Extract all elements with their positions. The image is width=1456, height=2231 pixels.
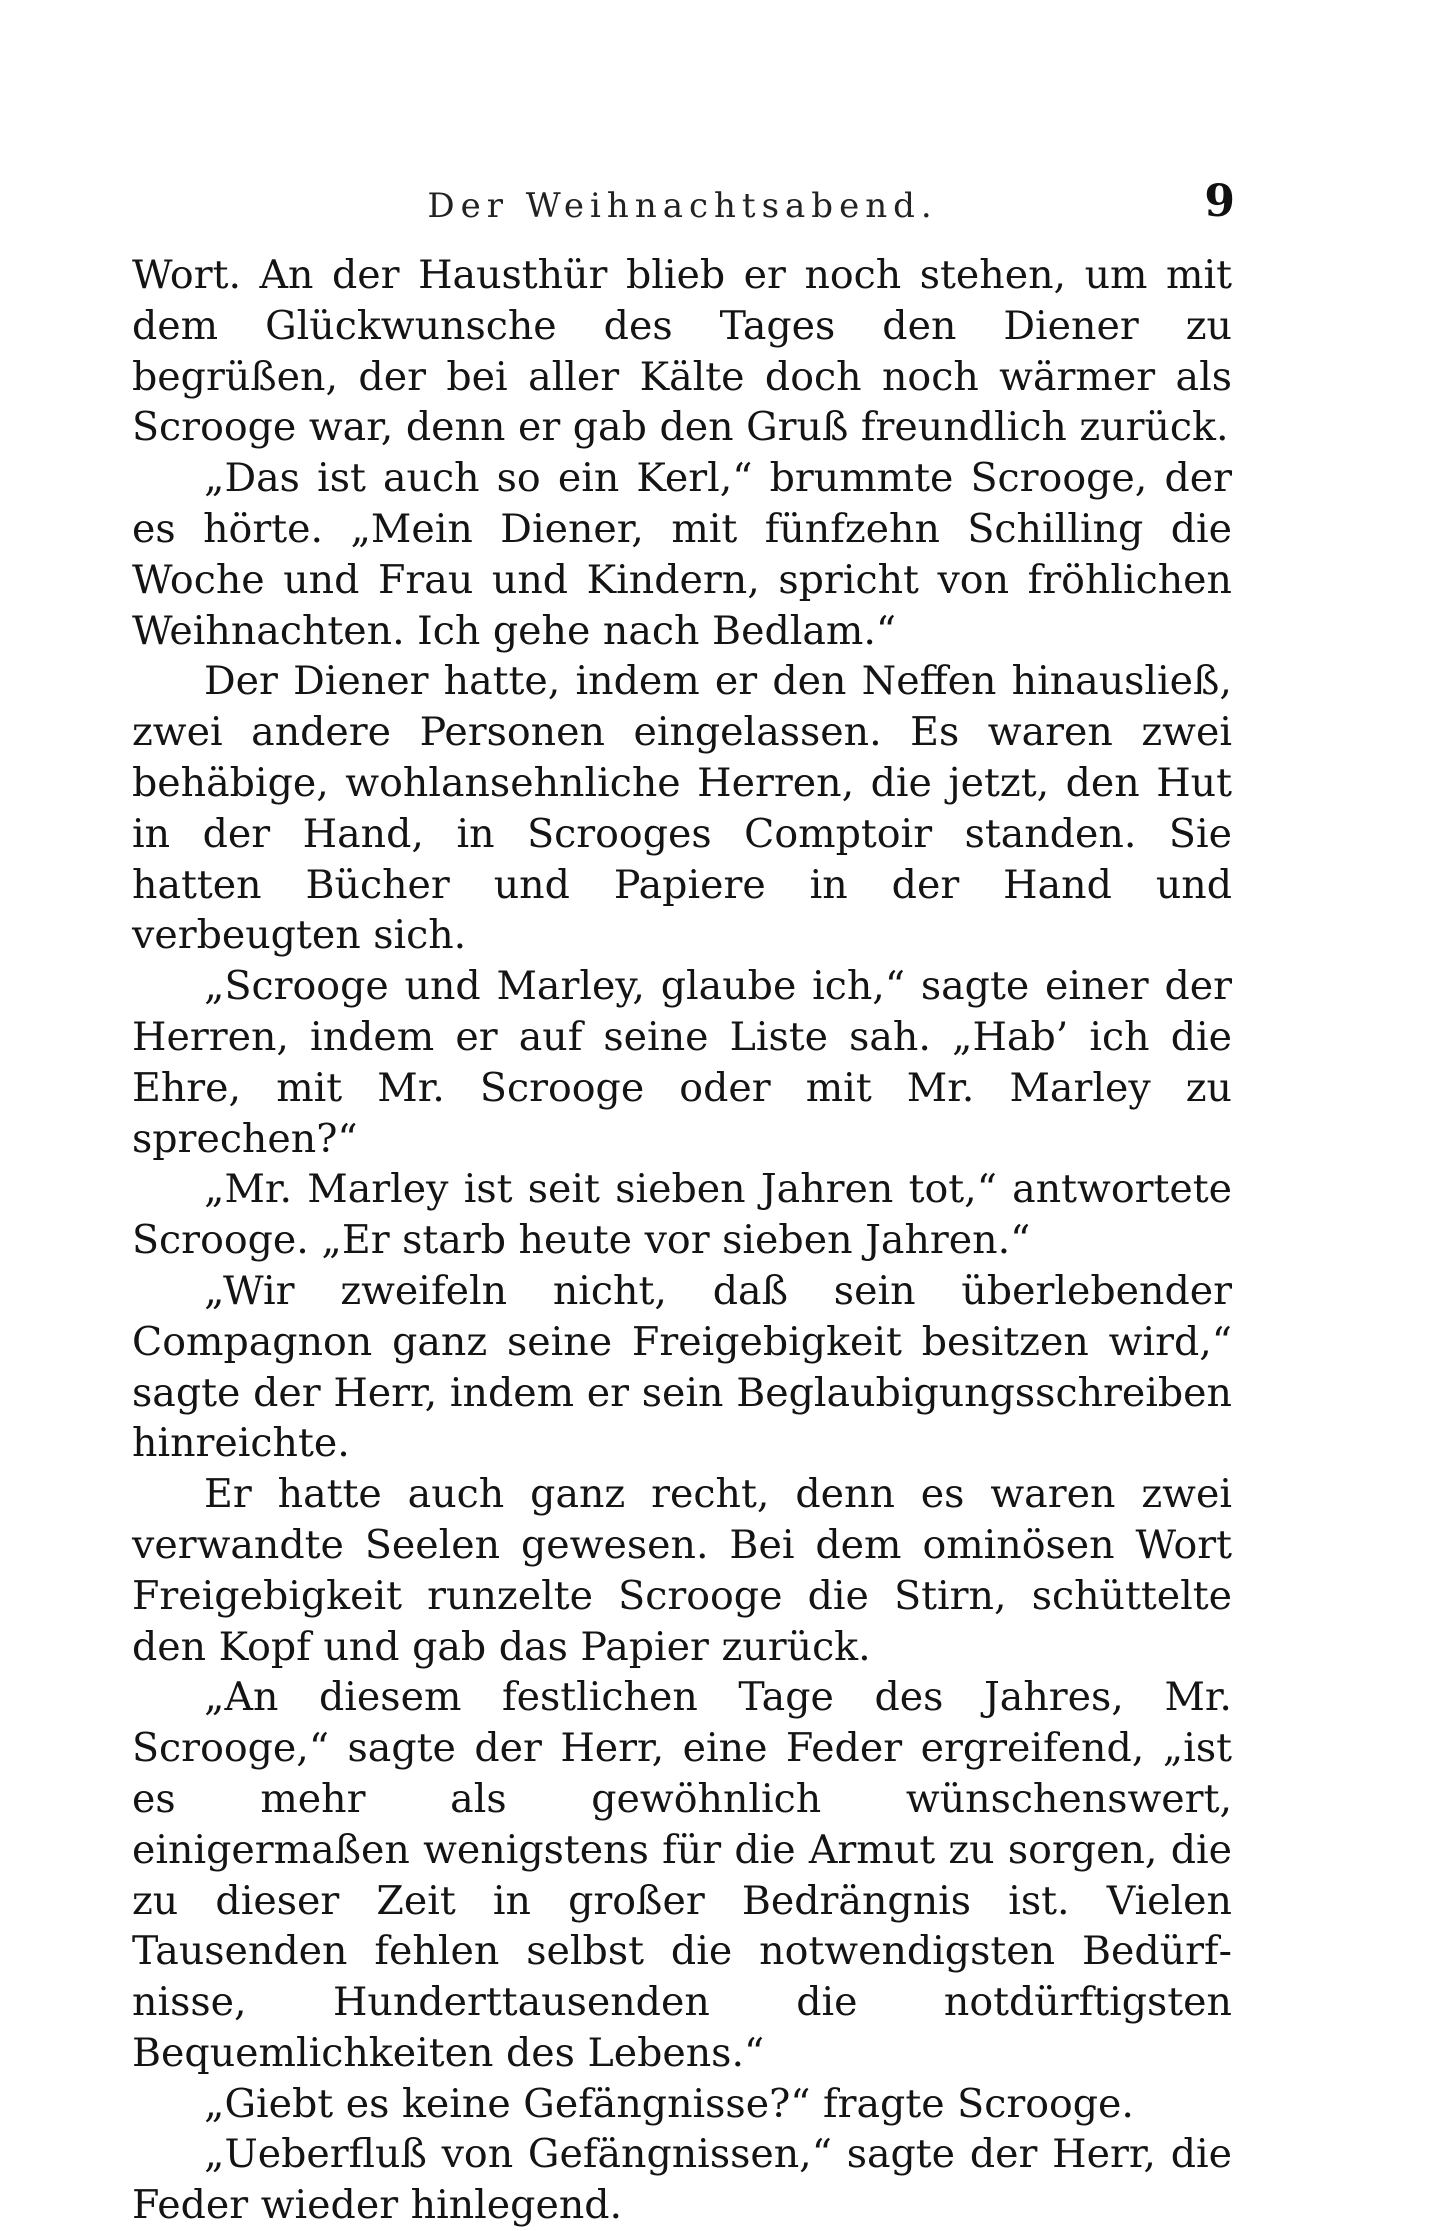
paragraph: „Ueberfluß von Gefängnissen,“ sagte der Herr, die Feder wieder hinlegend. [132, 2131, 1232, 2229]
paragraph: Er hatte auch ganz recht, denn es waren zwei verwandte Seelen gewesen. Bei dem ominösen Wort Freigebigkeit runzelte Scrooge die Stirn, schüttelte den Kopf und gab das Papier zurück. [132, 1471, 1232, 1670]
running-head [130, 176, 1235, 238]
paragraph-continuation: Wort. An der Hausthür blieb er noch stehen, um mit dem Glückwunsche des Tages den Diener zu begrüßen, der bei aller Kälte doch noch wärmer als Scrooge war, denn er gab den Gruß freundlich zurück. [132, 252, 1232, 451]
paragraph: „Das ist auch so ein Kerl,“ brummte Scrooge, der es hörte. „Mein Diener, mit fünfzehn Schilling die Woche und Frau und Kindern, spricht von fröhlichen Weihnachten. Ich gehe nach Bedlam.“ [132, 455, 1232, 654]
body-text [132, 250, 1232, 2231]
running-title: Der Weihnachtsabend. [427, 186, 938, 226]
paragraph: „Mr. Marley ist seit sieben Jahren tot,“ antwortete Scrooge. „Er starb heute vor sieben Jahren.“ [132, 1166, 1232, 1264]
paragraph: „Wir zweifeln nicht, daß sein überlebender Compagnon ganz seine Freigebigkeit besitzen wird,“ sagte der Herr, indem er sein Beglaubigungsschreiben hinreichte. [132, 1267, 1232, 1467]
paragraph: „Scrooge und Marley, glaube ich,“ sagte einer der Herren, indem er auf seine Liste sah. „Hab’ ich die Ehre, mit Mr. Scrooge oder mit Mr. Marley zu sprechen?“ [132, 963, 1232, 1162]
paragraph: Der Diener hatte, indem er den Neffen hinausließ, zwei andere Personen eingelassen. Es waren zwei behäbige, wohlansehnliche Herren, die jetzt, den Hut in der Hand, in Scrooges Comptoir standen. Sie hatten Bücher und Papiere in der Hand und verbeugten sich. [132, 658, 1232, 959]
paragraph: „An diesem festlichen Tage des Jahres, Mr. Scrooge,“ sagte der Herr, eine Feder ergreifend, „ist es mehr als gewöhnlich wünschenswert, einigermaßen wenigstens für die Armut zu sorgen, die zu dieser Zeit in großer Bedrängnis ist. Vielen Tausenden fehlen selbst die notwendigsten Bedürfnisse, Hunderttausenden die notdürftigsten Bequemlichkeiten des Lebens.“ [132, 1674, 1232, 2076]
paragraph: „Giebt es keine Gefängnisse?“ fragte Scrooge. [204, 2080, 1134, 2127]
page-number: 9 [1204, 176, 1235, 227]
